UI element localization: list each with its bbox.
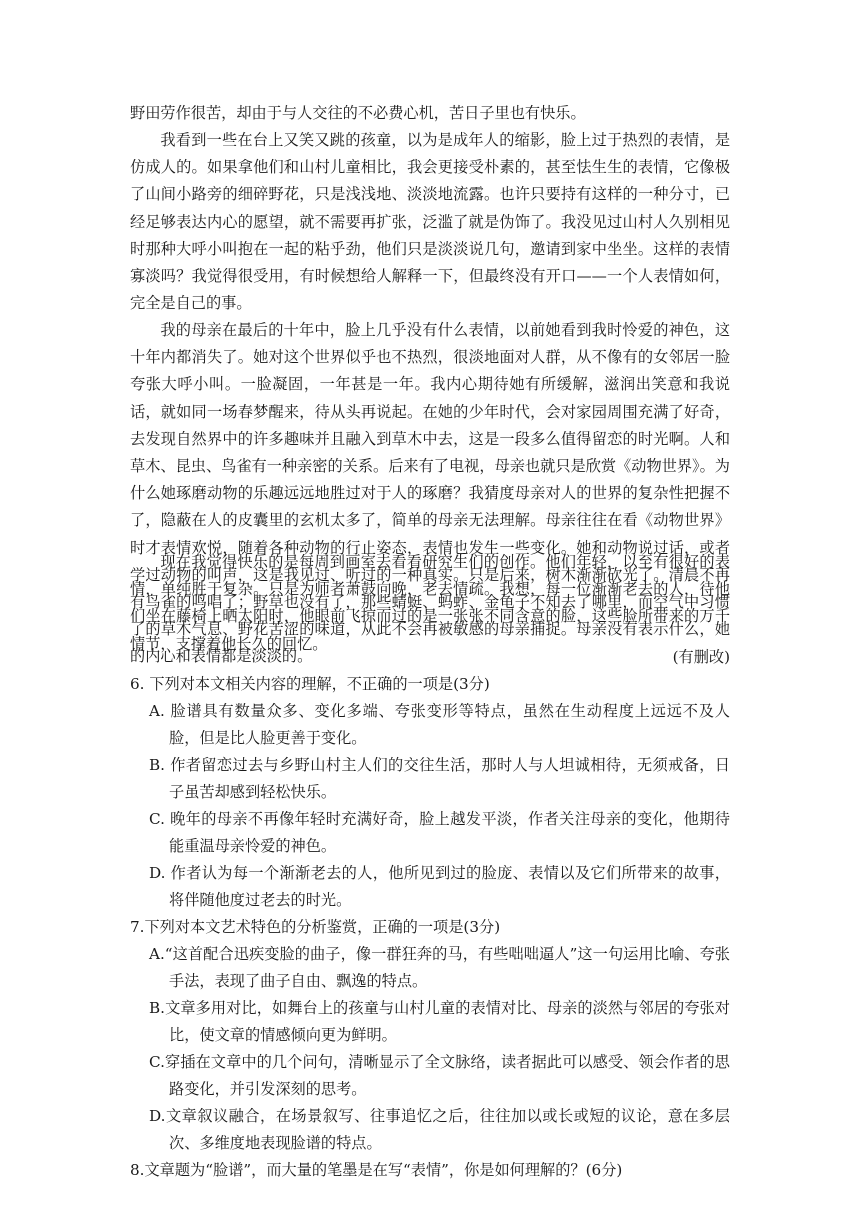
passage-paragraph-1: 我看到一些在台上又笑又跳的孩童，以为是成年人的缩影，脸上过于热烈的表情，是仿成人的。如果拿他们和山村儿童相比，我会更接受朴素的，甚至怯生生的表情，它像极了山间小路旁的细碎野花，只是浅浅地、淡淡地流露。也许只要持有这样的一种分寸，已经足够表达内心的愿望，就不需要再扩张，泛滥了就是伪饰了。我没见过山村人久别相见时那种大呼小叫抱在一起的粘乎劲，他们只是淡淡说几句，邀请到家中坐坐。这样的表情寡淡吗？我觉得很受用，有时候想给人解释一下，但最终没有开口——一个人表情如何，完全是自己的事。: [130, 131, 730, 313]
passage-paragraph-3: 现在我觉得快乐的是每周到画室去看看研究生们的创作。他们年轻，以至有很好的表情，单纯胜于复杂。只是为师者萧鼓向晚，老去情疏。我想，每一位渐渐老去的人，待他们坐在藤椅上晒太阳时，他眼前飞掠而过的是一张张不同含意的脸，这些脸所带来的万千情节，支撑着他长久的回忆。: [130, 553, 730, 653]
question-7-stem: 7.下列对本文艺术特色的分析鉴赏，正确的一项是(3分): [130, 918, 501, 936]
question-7-option-c: C.穿插在文章中的几个问句，清晰显示了全文脉络，读者据此可以感受、领会作者的思路变化，并引发深刻的思考。: [149, 1053, 730, 1099]
passage-paragraph-0: 野田劳作很苦，却由于与人交往的不必费心机，苦日子里也有快乐。: [130, 104, 586, 122]
question-6-option-c: C. 晚年的母亲不再像年轻时充满好奇，脸上越发平淡，作者关注母亲的变化，他期待能重温母亲怜爱的神色。: [149, 810, 730, 856]
passage-paragraph-2: 我的母亲在最后的十年中，脸上几乎没有什么表情，以前她看到我时怜爱的神色，这十年内都消失了。她对这个世界似乎也不热烈，很淡地面对人群，从不像有的女邻居一脸夸张大呼小叫。一脸凝固，一年甚是一年。我内心期待她有所缓解，滋润出笑意和我说话，就如同一场春梦醒来，待从头再说起。在她的少年时代，会对家园周围充满了好奇，去发现自然界中的许多趣味并且融入到草木中去，这是一段多么值得留恋的时光啊。人和草木、昆虫、鸟雀有一种亲密的关系。后来有了电视，母亲也就只是欣赏《动物世界》。为什么她琢磨动物的乐趣远远地胜过对于人的琢磨？我猜度母亲对人的世界的复杂性把握不了，隐蔽在人的皮囊里的玄机太多了，简单的母亲无法理解。母亲往往在看《动物世界》时才表情欢悦，随着各种动物的行止姿态，表情也发生一些变化。她和动物说过话，或者学过动物的叫声，这是我见过、听过的一种真实。只是后来，树木渐渐砍光了。清晨不再有鸟雀的鸣唱了；野草也没有了，那些蜻蜓、蚂蚱、金龟子不知去了哪里，而空气中习惯了的草木气息、野花苦涩的味道，从此不会再被敏感的母亲捕捉。母亲没有表示什么，她的内心和表情都是淡淡的。: [130, 321, 730, 666]
question-7-option-a: A.“这首配合迅疾变脸的曲子，像一群狂奔的马，有些咄咄逼人”这一句运用比喻、夸张手法，表现了曲子自由、飘逸的特点。: [149, 945, 730, 991]
question-8-stem: 8.文章题为“脸谱”，而大量的笔墨是在写“表情”，你是如何理解的？(6分): [130, 1161, 623, 1179]
question-6-option-d: D. 作者认为每一个渐渐老去的人，他所见到过的脸庞、表情以及它们所带来的故事，将伴随他度过老去的时光。: [149, 864, 730, 910]
source-note: (有删改): [672, 648, 730, 666]
question-6-stem: 6. 下列对本文相关内容的理解，不正确的一项是(3分): [130, 675, 490, 693]
question-7-option-b: B.文章多用对比，如舞台上的孩童与山村儿童的表情对比、母亲的淡然与邻居的夸张对比，使文章的情感倾向更为鲜明。: [149, 999, 730, 1045]
question-6-option-b: B. 作者留恋过去与乡野山村主人们的交往生活，那时人与人坦诚相待，无须戒备，日子虽苦却感到轻松快乐。: [149, 756, 730, 802]
question-7-option-d: D.文章叙议融合，在场景叙写、往事追忆之后，往往加以或长或短的议论，意在多层次、多维度地表现脸谱的特点。: [149, 1107, 730, 1153]
question-6-option-a: A. 脸谱具有数量众多、变化多端、夸张变形等特点，虽然在生动程度上远远不及人脸，但是比人脸更善于变化。: [149, 702, 730, 748]
